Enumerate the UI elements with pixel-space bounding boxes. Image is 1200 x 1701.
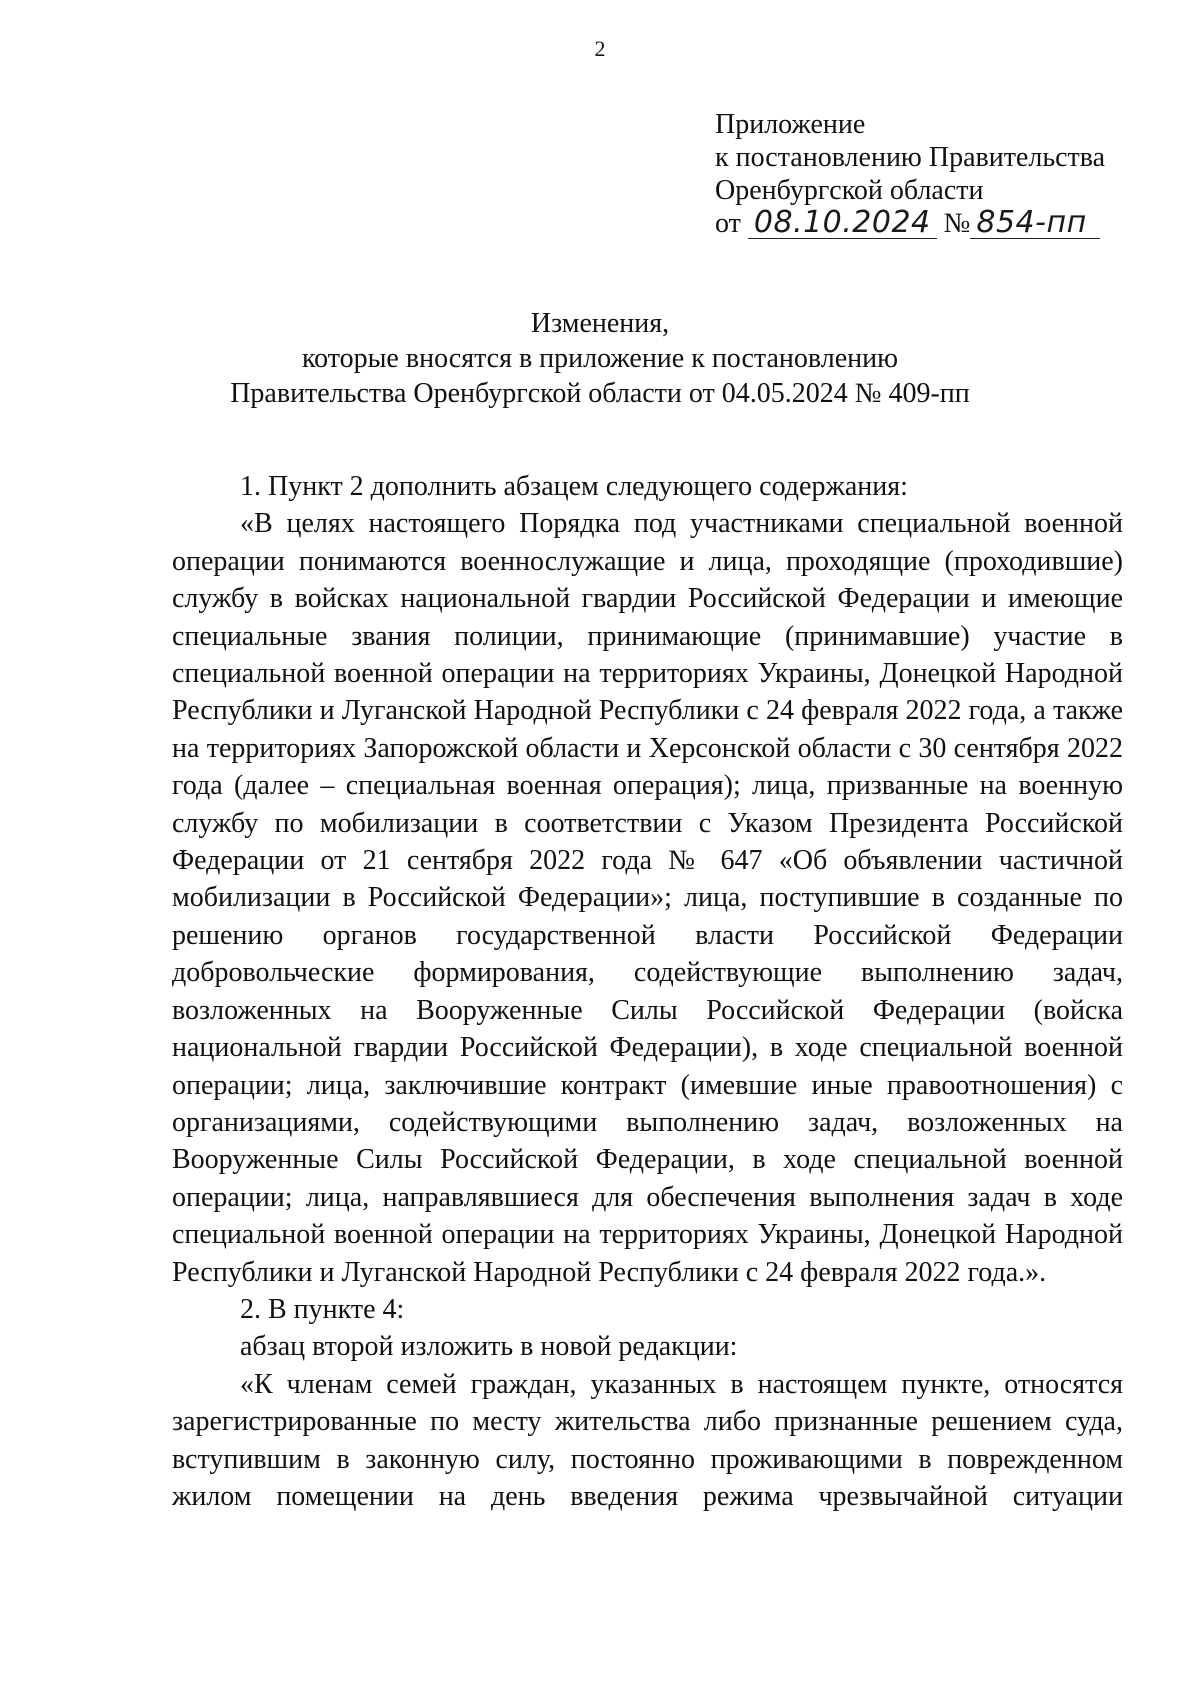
- date-prefix: от: [715, 208, 741, 239]
- appendix-date-line: [715, 207, 1105, 240]
- item-2-title: 2. В пункте 4:: [240, 1293, 405, 1325]
- item-1-title: 1. Пункт 2 дополнить абзацем следующего содержания:: [240, 471, 908, 502]
- appendix-line-3: Оренбургской области: [715, 175, 984, 206]
- item-2-paragraph: «К членам семей граждан, указанных в настоящем пункте, относятся зарегистрированные по месту жительства либо признанные решением суда, вступившим в законную силу, постоянно проживающими в поврежденном жилом помещении на день введения режима чрезвычайной ситуации: [172, 1368, 1123, 1512]
- heading-line-2: которые вносятся в приложение к постановлению: [301, 343, 899, 374]
- appendix-line-1: Приложение: [715, 109, 866, 140]
- handwritten-date: 08.10.2024: [748, 208, 937, 239]
- document-body: [172, 468, 1123, 1515]
- appendix-line-2: к постановлению Правительства: [715, 142, 1106, 173]
- item-1-paragraph: «В целях настоящего Порядка под участниками специальной военной операции понимаются военнослужащие и лица, проходящие (проходившие) службу в войсках национальной гвардии Российской Федерации и имеющие специальные звания полиции, принимающие (принимавшие) участие в специальной военной операции на территориях Украины, Донецкой Народной Республики и Луганской Народной Республики с 24 февраля 2022 года, а также на территориях Запорожской области и Херсонской области с 30 сентября 2022 года (далее – специальная военная операция); лица, призванные на военную службу по мобилизации в соответствии с Указом Президента Российской Федерации от 21 сентября 2022 года № 647 «Об объявлении частичной мобилизации в Российской Федерации»; лица, поступившие в созданные по решению органов государственной власти Российской Федерации добровольческие формирования, содействующие выполнению задач, возложенных на Вооруженные Силы Российской Федерации (войска национальной гвардии Российской Федерации), в ходе специальной военной операции; лица, заключившие контракт (имевшие иные правоотношения) с организациями, содействующими выполнению задач, возложенных на Вооруженные Силы Российской Федерации, в ходе специальной военной операции; лица, направлявшиеся для обеспечения выполнения задач в ходе специальной военной операции на территориях Украины, Донецкой Народной Республики и Луганской Народной Республики с 24 февраля 2022 года.».: [172, 508, 1123, 1288]
- item-2-subtitle: абзац второй изложить в новой редакции:: [240, 1331, 738, 1363]
- document-heading: [0, 306, 1200, 411]
- page-number: 2: [594, 36, 606, 61]
- appendix-block: [715, 108, 1105, 240]
- number-prefix: №: [943, 208, 971, 239]
- heading-line-3: Правительства Оренбургской области от 04.05.2024 № 409-пп: [230, 378, 970, 409]
- handwritten-number: 854-пп: [970, 208, 1100, 239]
- heading-line-1: Изменения,: [530, 308, 670, 339]
